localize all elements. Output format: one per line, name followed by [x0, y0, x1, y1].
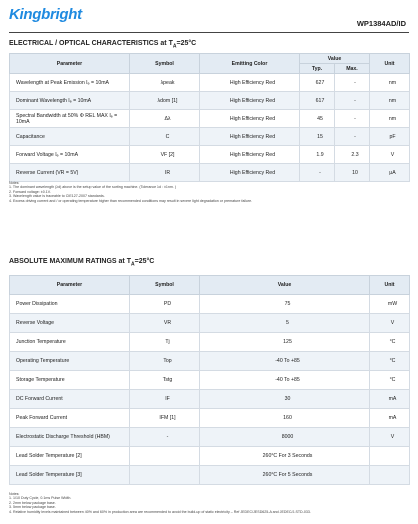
cell-symbol: Δλ	[130, 110, 200, 128]
cell-value: 260°C For 3 Seconds	[200, 447, 370, 466]
cell-parameter: Storage Temperature	[10, 371, 130, 390]
cell-parameter: Reverse Voltage	[10, 314, 130, 333]
cell-parameter: Forward Voltage Iₑ = 10mA	[10, 146, 130, 164]
col-header-typ: Typ.	[300, 64, 335, 74]
col-header-value: Value	[300, 54, 370, 64]
col-header-unit: Unit	[370, 54, 410, 74]
cell-symbol: IFM [1]	[130, 409, 200, 428]
table-row	[10, 390, 410, 409]
table-row	[10, 295, 410, 314]
table-row	[10, 128, 410, 146]
cell-emitting-color: High Efficiency Red	[200, 74, 300, 92]
electrical-notes	[9, 181, 252, 203]
note-line: Notes:	[9, 492, 20, 496]
col-header-parameter: Parameter	[10, 276, 130, 295]
cell-max: -	[335, 74, 370, 92]
cell-unit: V	[370, 314, 410, 333]
table-row	[10, 74, 410, 92]
cell-unit: nm	[370, 110, 410, 128]
table-row	[10, 92, 410, 110]
cell-unit: μA	[370, 164, 410, 182]
cell-max: -	[335, 110, 370, 128]
cell-value: 160	[200, 409, 370, 428]
cell-symbol: C	[130, 128, 200, 146]
cell-typ: 15	[300, 128, 335, 146]
cell-value: -40 To +85	[200, 352, 370, 371]
note-line: 2. 2mm below package base.	[9, 500, 56, 505]
cell-unit: mA	[370, 409, 410, 428]
table-row	[10, 447, 410, 466]
table-row	[10, 428, 410, 447]
cell-parameter: Reverse Current (VR = 5V)	[10, 164, 130, 182]
cell-max: 2.3	[335, 146, 370, 164]
col-header-symbol: Symbol	[130, 276, 200, 295]
table-row	[10, 352, 410, 371]
cell-emitting-color: High Efficiency Red	[200, 164, 300, 182]
table-row	[10, 409, 410, 428]
electrical-characteristics-table	[9, 53, 410, 182]
cell-emitting-color: High Efficiency Red	[200, 146, 300, 164]
col-header-max: Max.	[335, 64, 370, 74]
col-header-symbol: Symbol	[130, 54, 200, 74]
cell-symbol: IR	[130, 164, 200, 182]
cell-symbol: IF	[130, 390, 200, 409]
col-header-unit: Unit	[370, 276, 410, 295]
cell-typ: 627	[300, 74, 335, 92]
cell-parameter: Junction Temperature	[10, 333, 130, 352]
cell-emitting-color: High Efficiency Red	[200, 92, 300, 110]
header-divider	[9, 32, 409, 33]
cell-parameter: Peak Forward Current	[10, 409, 130, 428]
col-header-emitting-color: Emitting Color	[200, 54, 300, 74]
cell-typ: 1.9	[300, 146, 335, 164]
cell-parameter: Spectral Bandwidth at 50% Φ REL MAX Iₑ = 10mA	[10, 110, 130, 128]
cell-emitting-color: High Efficiency Red	[200, 128, 300, 146]
cell-value: 75	[200, 295, 370, 314]
table-row	[10, 466, 410, 485]
cell-parameter: Electrostatic Discharge Threshold (HBM)	[10, 428, 130, 447]
cell-symbol: Tstg	[130, 371, 200, 390]
cell-parameter: Wavelength at Peak Emission Iₑ = 10mA	[10, 74, 130, 92]
cell-parameter: Dominant Wavelength Iₑ = 10mA	[10, 92, 130, 110]
cell-unit: mW	[370, 295, 410, 314]
cell-symbol	[130, 447, 200, 466]
note-line: 1. 1/10 Duty Cycle, 0.1ms Pulse Width.	[9, 496, 72, 501]
cell-value: 5	[200, 314, 370, 333]
cell-unit: nm	[370, 92, 410, 110]
note-line: 3. Wavelength value is traceable to CIE127-2007 standards.	[9, 194, 105, 199]
table-row	[10, 371, 410, 390]
table-row	[10, 146, 410, 164]
note-line: 3. 5mm below package base.	[9, 505, 56, 510]
col-header-parameter: Parameter	[10, 54, 130, 74]
cell-emitting-color: High Efficiency Red	[200, 110, 300, 128]
cell-unit: °C	[370, 352, 410, 371]
cell-parameter: Capacitance	[10, 128, 130, 146]
cell-parameter: DC Forward Current	[10, 390, 130, 409]
cell-typ: 45	[300, 110, 335, 128]
cell-symbol: PD	[130, 295, 200, 314]
cell-unit: mA	[370, 390, 410, 409]
cell-symbol: Top	[130, 352, 200, 371]
table-row	[10, 110, 410, 128]
absolute-section-title: ABSOLUTE MAXIMUM RATINGS at $T_A=25^\circ C$	[9, 258, 155, 268]
table-row	[10, 164, 410, 182]
absolute-notes	[9, 492, 311, 514]
note-line: Notes:	[9, 181, 20, 185]
cell-value: 30	[200, 390, 370, 409]
note-line: 4. Excess driving current and / or operating temperature higher than recommended conditions may result in severe light degradation or premature failure.	[9, 198, 253, 203]
cell-unit: V	[370, 146, 410, 164]
cell-value: 125	[200, 333, 370, 352]
electrical-section-title: ELECTRICAL / OPTICAL CHARACTERISTICS at $T_A=25^\circ C$	[9, 40, 197, 50]
cell-max: -	[335, 128, 370, 146]
cell-parameter: Operating Temperature	[10, 352, 130, 371]
brand-logo: Kingbright	[9, 6, 82, 23]
cell-max: 10	[335, 164, 370, 182]
cell-max: -	[335, 92, 370, 110]
cell-symbol: -	[130, 428, 200, 447]
cell-unit: V	[370, 428, 410, 447]
col-header-value: Value	[200, 276, 370, 295]
cell-unit: pF	[370, 128, 410, 146]
cell-symbol: VF [2]	[130, 146, 200, 164]
cell-unit	[370, 447, 410, 466]
note-line: 1. The dominant wavelength (λd) above is the setup value of the sorting machine. (Tolerance λd : ±1nm. )	[9, 185, 177, 190]
cell-typ: -	[300, 164, 335, 182]
cell-symbol: λpeak	[130, 74, 200, 92]
absolute-ratings-table	[9, 275, 410, 485]
cell-typ: 617	[300, 92, 335, 110]
cell-unit	[370, 466, 410, 485]
cell-unit: nm	[370, 74, 410, 92]
cell-value: 260°C For 5 Seconds	[200, 466, 370, 485]
cell-symbol: Tj	[130, 333, 200, 352]
cell-parameter: Lead Solder Temperature [2]	[10, 447, 130, 466]
note-line: 4. Relative humidity levels maintained between 40% and 60% in production area are recommended to avoid the build-up of static electricity – Ref JEDEC/JESD625-A and JEDEC/J-STD-033.	[9, 509, 311, 514]
table-row	[10, 333, 410, 352]
cell-parameter: Lead Solder Temperature [3]	[10, 466, 130, 485]
cell-parameter: Power Dissipation	[10, 295, 130, 314]
cell-symbol: VR	[130, 314, 200, 333]
table-row	[10, 314, 410, 333]
part-number: WP1384AD/ID	[356, 19, 406, 28]
cell-unit: °C	[370, 371, 410, 390]
cell-symbol: λdom [1]	[130, 92, 200, 110]
cell-value: 8000	[200, 428, 370, 447]
cell-unit: °C	[370, 333, 410, 352]
cell-value: -40 To +85	[200, 371, 370, 390]
note-line: 2. Forward voltage: ±0.1V.	[9, 189, 51, 194]
cell-symbol	[130, 466, 200, 485]
